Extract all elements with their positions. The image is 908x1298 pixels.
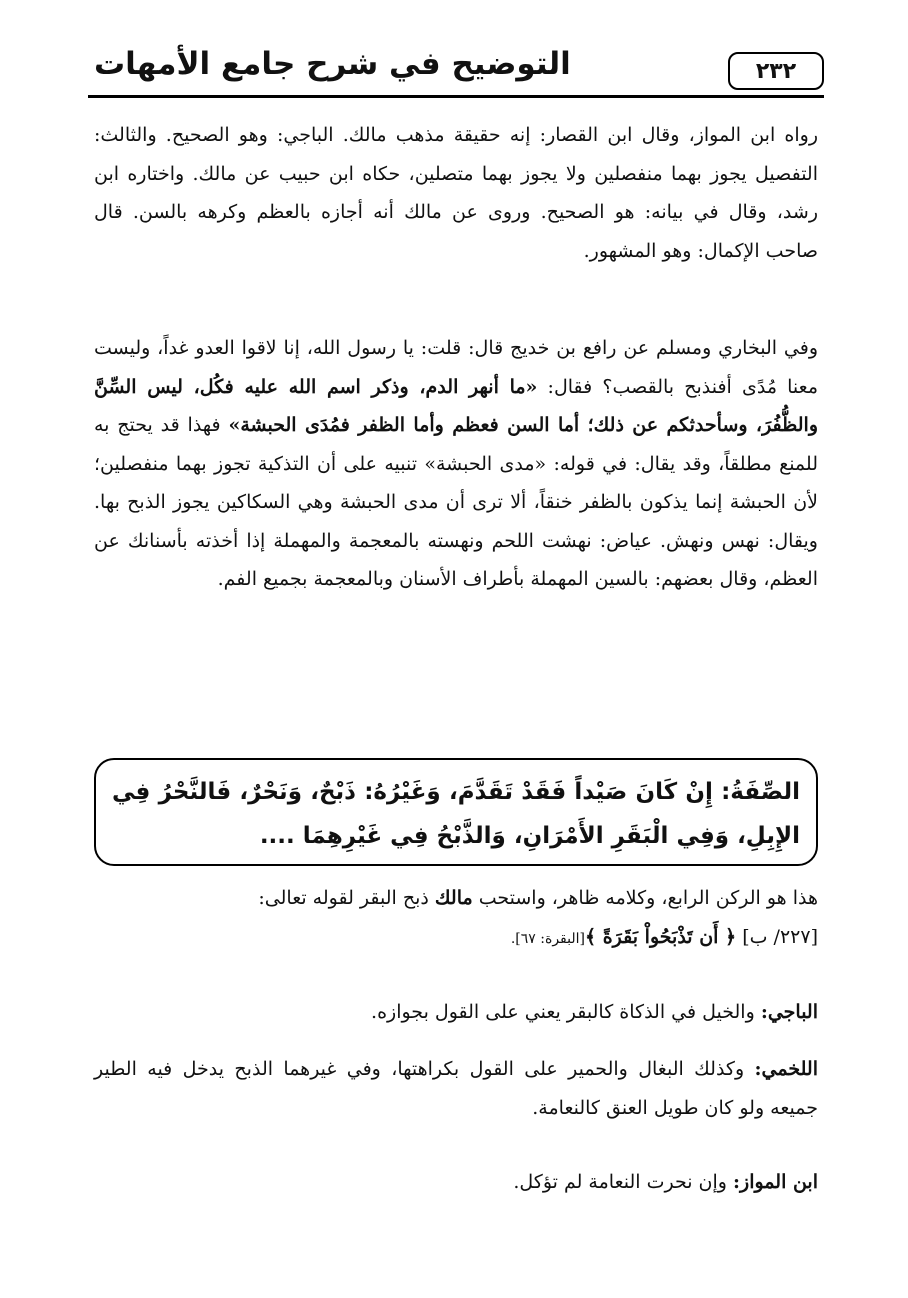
book-title: التوضيح في شرح جامع الأمهات xyxy=(94,46,571,82)
matn-box xyxy=(94,758,818,866)
manuscript-reference: [٢٢٧/ ب] xyxy=(736,925,818,948)
lakhmi-statement: وكذلك البغال والحمير على القول بكراهتها، وفي غيرهما الذبح يدخل فيه الطير جميعه ولو كان طويل العنق كالنعامة. xyxy=(94,1058,818,1119)
baji-statement: والخيل في الذكاة كالبقر يعني على القول بجوازه. xyxy=(371,1001,761,1023)
baji-paragraph xyxy=(94,993,818,1032)
commentary-line-1 xyxy=(94,879,818,918)
scholar-name-ibn-mawaz: ابن المواز: xyxy=(733,1171,818,1193)
paragraph-1-text: رواه ابن المواز، وقال ابن القصار: إنه حقيقة مذهب مالك. الباجي: وهو الصحيح. والثالث: التفصيل يجوز بهما منفصلين ولا يجوز بهما متصلين، حكاه ابن حبيب عن مالك. واختاره ابن رشد، وقال في بيانه: هو الصحيح. وروى عن مالك أنه أجازه بالعظم وكرهه بالسن. قال صاحب الإكمال: وهو المشهور. xyxy=(94,124,818,262)
header-divider xyxy=(88,95,824,98)
scholar-name-baji: الباجي: xyxy=(760,1001,818,1023)
verse-source: [البقرة: ٦٧]. xyxy=(510,930,585,947)
lakhmi-text xyxy=(94,1050,818,1127)
commentary xyxy=(94,879,818,958)
paragraph-2-body xyxy=(94,329,818,599)
page-header xyxy=(88,40,824,98)
quran-verse: ﴿ أَن تَذْبَحُواْ بَقَرَةً ﴾ xyxy=(584,925,737,948)
ibn-mawaz-statement: وإن نحرت النعامة لم تؤكل. xyxy=(513,1171,734,1193)
paragraph-2-rest: فهذا قد يحتج به للمنع مطلقاً، وقد يقال: في قوله: «مدى الحبشة» تنبيه على أن التذكية تجوز بهما منفصلين؛ لأن الحبشة إنما يذكون بالظفر خنقاً، ألا ترى أن مدى الحبشة وهي السكاكين يجوز الذبح بها. ويقال: نهس ونهش. عياض: نهشت اللحم ونهسته بالمعجمة والمهملة إذا أخذته بأسنانك عن العظم، وقال بعضهم: بالسين المهملة بأطراف الأسنان وبالمعجمة بجميع الفم. xyxy=(94,414,818,590)
page-number: ٢٣٢ xyxy=(728,52,824,90)
baji-text xyxy=(94,993,818,1032)
paragraph-2-intro: وفي البخاري ومسلم عن رافع بن خديج قال: قلت: يا رسول الله، إنا لاقوا العدو غداً، وليست معنا مُدًى أفنذبح بالقصب؟ فقال: xyxy=(94,337,818,398)
scholar-name-malik: مالك xyxy=(434,887,473,909)
commentary-text: هذا هو الركن الرابع، وكلامه ظاهر، واستحب xyxy=(472,887,818,909)
ibn-mawaz-paragraph xyxy=(94,1163,818,1202)
commentary-line-2 xyxy=(94,918,818,959)
matn-text: الصِّفَةُ: إِنْ كَانَ صَيْداً فَقَدْ تَقَدَّمَ، وَغَيْرُهُ: ذَبْحٌ، وَنَحْرٌ، فَالنَّحْرُ فِي الإِبِلِ، وَفِي الْبَقَرِ الأَمْرَانِ، وَالذَّبْحُ فِي غَيْرِهِمَا .... xyxy=(112,779,800,849)
ibn-mawaz-text xyxy=(94,1163,818,1202)
commentary-text-end: ذبح البقر لقوله تعالى: xyxy=(258,887,435,909)
hadith-quote: «ما أنهر الدم، وذكر اسم الله عليه فكُل، ليس السِّنَّ والظُّفُرَ، وسأحدثكم عن ذلك؛ أما السن فعظم وأما الظفر فمُدَى الحبشة» xyxy=(94,375,818,436)
scholar-name-lakhmi: اللخمي: xyxy=(754,1058,818,1080)
paragraph-1 xyxy=(94,116,818,270)
lakhmi-paragraph xyxy=(94,1050,818,1127)
paragraph-2 xyxy=(94,329,818,599)
